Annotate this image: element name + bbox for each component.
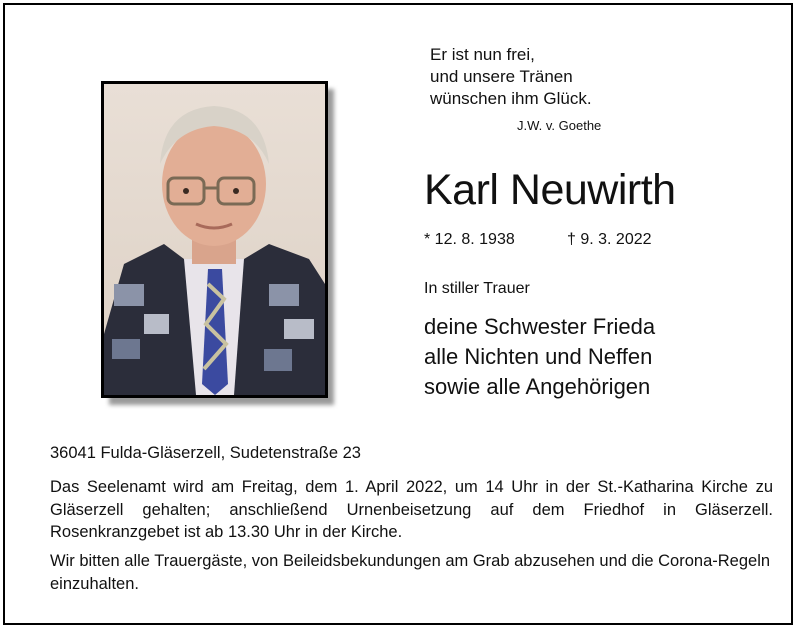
service-details: Das Seelenamt wird am Freitag, dem 1. April 2022, um 14 Uhr in der St.-Katharina Kirche zu Gläserzell gehalten; anschließend Urnenbeisetzung auf dem Friedhof in Gläserzell. Rosenkranzgebet ist ab 13.30 Uhr in der Kirche.: [50, 478, 773, 541]
death-date: † 9. 3. 2022: [567, 231, 652, 248]
deceased-name: Karl Neuwirth: [424, 166, 676, 214]
mourners-list: [424, 312, 655, 402]
mourner-line: sowie alle Angehörigen: [424, 374, 651, 399]
mourning-label: In stiller Trauer: [424, 280, 530, 297]
mourner-line: alle Nichten und Neffen: [424, 344, 653, 369]
quote-line: Er ist nun frei,: [430, 45, 535, 64]
portrait-photo: [101, 81, 328, 398]
mourner-line: deine Schwester Frieda: [424, 314, 656, 339]
quote-line: wünschen ihm Glück.: [430, 89, 592, 108]
quote-author: J.W. v. Goethe: [517, 118, 602, 133]
birth-date: * 12. 8. 1938: [424, 231, 515, 248]
family-address: 36041 Fulda-Gläserzell, Sudetenstraße 23: [50, 444, 361, 462]
condolence-note: Wir bitten alle Trauergäste, von Beileidsbekundungen am Grab abzusehen und die Corona-Regeln einzuhalten.: [50, 552, 771, 593]
goethe-quote: [430, 44, 592, 110]
quote-line: und unsere Tränen: [430, 67, 573, 86]
